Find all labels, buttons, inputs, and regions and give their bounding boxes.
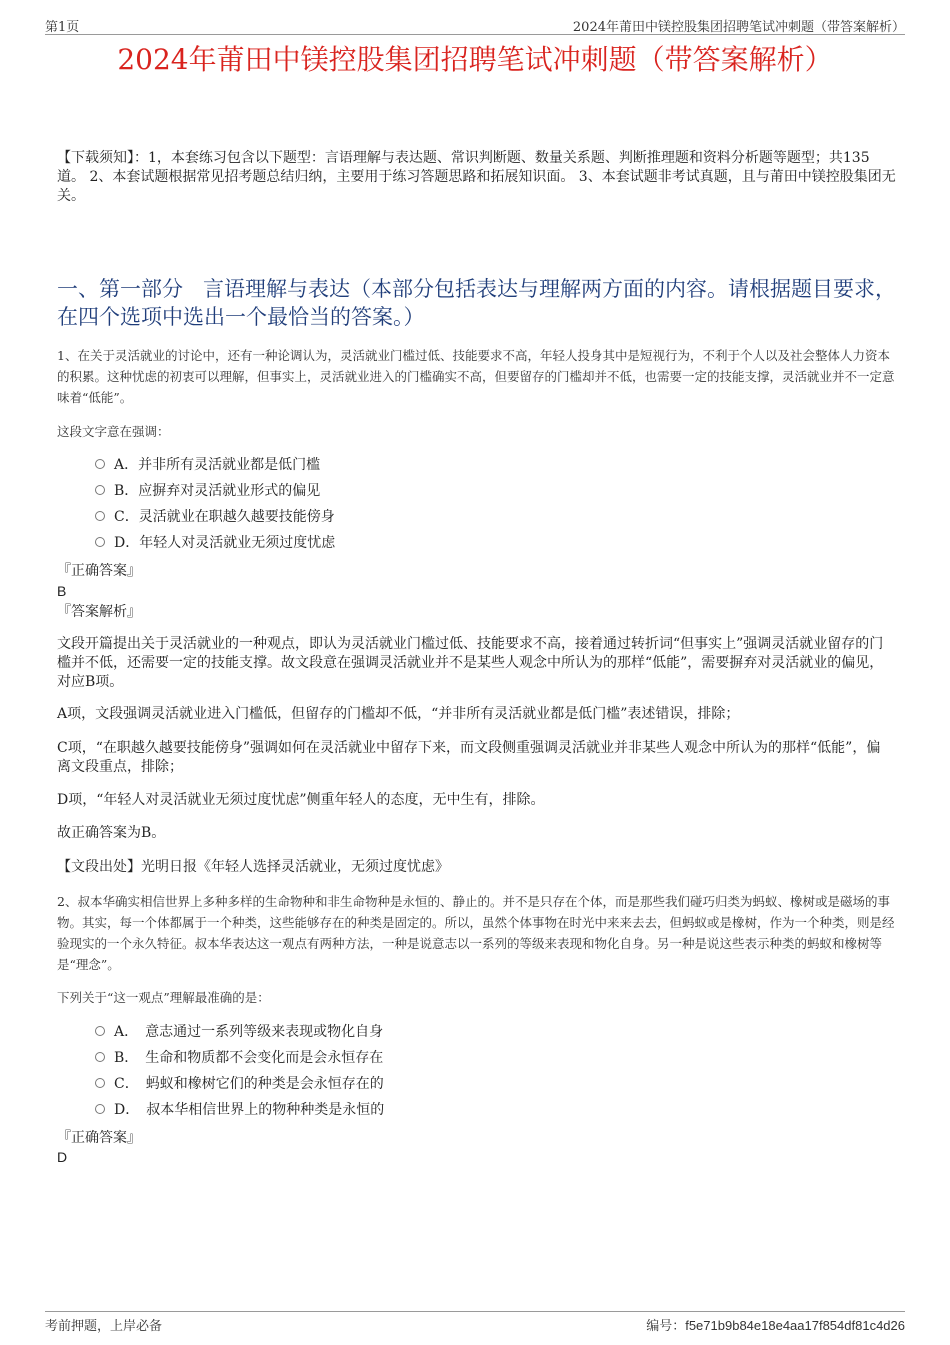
- section-number: 一、第一部分: [57, 277, 183, 301]
- correct-answer: B: [57, 583, 67, 599]
- option-d[interactable]: D． 叔本华相信世界上的物种种类是永恒的: [95, 1097, 384, 1123]
- option-d[interactable]: D．年轻人对灵活就业无须过度忧虑: [95, 530, 335, 556]
- radio-icon[interactable]: [95, 1104, 105, 1114]
- document-title: 2024年莆田中镁控股集团招聘笔试冲刺题（带答案解析）: [117, 43, 833, 76]
- option-a[interactable]: A． 意志通过一系列等级来表现或物化自身: [95, 1019, 384, 1045]
- section-description: 言语理解与表达（本部分包括表达与理解两方面的内容。请根据题目要求，在四个选项中选出一个最恰当的答案。）: [57, 277, 896, 329]
- answer-label: 『正确答案』: [57, 1130, 141, 1146]
- header-doc-title: 2024年莆田中镁控股集团招聘笔试冲刺题（带答案解析）: [572, 20, 905, 35]
- question-1-prompt: 这段文字意在强调：: [57, 424, 170, 439]
- page-number: 第1页: [45, 20, 80, 35]
- radio-icon[interactable]: [95, 1078, 105, 1088]
- radio-icon[interactable]: [95, 1052, 105, 1062]
- question-2-stem: 2、叔本华确实相信世界上多种多样的生命物种和非生命物种是永恒的、静止的。并不是只存在个体，而是那些我们碰巧归类为蚂蚁、橡树或是磁场的事物。其实，每一个体都属于一个种类，这些能够存在的种类是固定的。所以，虽然个体事物在时光中来来去去，但蚂蚁或是橡树，作为一个种类，则是经验现实的一个永久特征。叔本华表达这一观点有两种方法，一种是说意志以一系列的等级来表现和物化自身。另一种是说这些表示种类的蚂蚁和橡树等是“理念”。: [57, 894, 895, 972]
- question-1-stem: 1、在关于灵活就业的讨论中，还有一种论调认为，灵活就业门槛过低、技能要求不高，年轻人投身其中是短视行为，不利于个人以及社会整体人力资本的积累。这种忧虑的初衷可以理解，但事实上，灵活就业进入的门槛确实不高，但要留存的门槛却并不低，也需要一定的技能支撑，灵活就业并不一定意味着“低能”。: [57, 348, 895, 405]
- radio-icon[interactable]: [95, 1026, 105, 1036]
- document-code: [646, 1315, 905, 1334]
- text-source: 【文段出处】光明日报《年轻人选择灵活就业，无须过度忧虑》: [57, 859, 449, 875]
- analysis-label: 『答案解析』: [57, 604, 141, 620]
- analysis-paragraph: D项，“年轻人对灵活就业无须过度忧虑”侧重年轻人的态度，无中生有，排除。: [57, 792, 545, 808]
- code-label: 编号：: [646, 1319, 686, 1334]
- section-heading: [57, 275, 897, 331]
- option-c[interactable]: C． 蚂蚁和橡树它们的种类是会永恒存在的: [95, 1071, 384, 1097]
- radio-icon[interactable]: [95, 511, 105, 521]
- download-notice: 【下载须知】：1，本套练习包含以下题型：言语理解与表达题、常识判断题、数量关系题、判断推理题和资料分析题等题型；共135道。 2、本套试题根据常见招考题总结归纳，主要用于练习答题思路和拓展知识面。 3、本套试题非考试真题，且与莆田中镁控股集团无关。: [57, 150, 896, 204]
- page-footer: [45, 1311, 905, 1332]
- question-2-prompt: 下列关于“这一观点”理解最准确的是：: [57, 990, 270, 1005]
- radio-icon[interactable]: [95, 485, 105, 495]
- question-2-options: [95, 1019, 384, 1123]
- radio-icon[interactable]: [95, 459, 105, 469]
- footer-slogan: 考前押题，上岸必备: [45, 1319, 163, 1334]
- analysis-conclusion: 故正确答案为B。: [57, 825, 166, 841]
- analysis-paragraph: C项，“在职越久越要技能傍身”强调如何在灵活就业中留存下来，而文段侧重强调灵活就业并非某些人观念中所认为的那样“低能”，偏离文段重点，排除；: [57, 740, 881, 775]
- correct-answer: D: [57, 1149, 68, 1165]
- radio-icon[interactable]: [95, 537, 105, 547]
- question-1-options: [95, 452, 335, 556]
- analysis-paragraph: 文段开篇提出关于灵活就业的一种观点，即认为灵活就业门槛过低、技能要求不高，接着通过转折词“但事实上”强调灵活就业留存的门槛并不低，还需要一定的技能支撑。故文段意在强调灵活就业并不是某些人观念中所认为的那样“低能”，需要摒弃对灵活就业的偏见，对应B项。: [57, 636, 884, 690]
- option-b[interactable]: B． 生命和物质都不会变化而是会永恒存在: [95, 1045, 384, 1071]
- page-header: [45, 14, 905, 35]
- option-c[interactable]: C．灵活就业在职越久越要技能傍身: [95, 504, 335, 530]
- code-value: f5e71b9b84e18e4aa17f854df81c4d26: [685, 1318, 905, 1333]
- answer-label: 『正确答案』: [57, 563, 141, 579]
- analysis-paragraph: A项，文段强调灵活就业进入门槛低，但留存的门槛却不低，“并非所有灵活就业都是低门槛”表述错误，排除；: [57, 706, 740, 722]
- option-a[interactable]: A．并非所有灵活就业都是低门槛: [95, 452, 335, 478]
- option-b[interactable]: B．应摒弃对灵活就业形式的偏见: [95, 478, 335, 504]
